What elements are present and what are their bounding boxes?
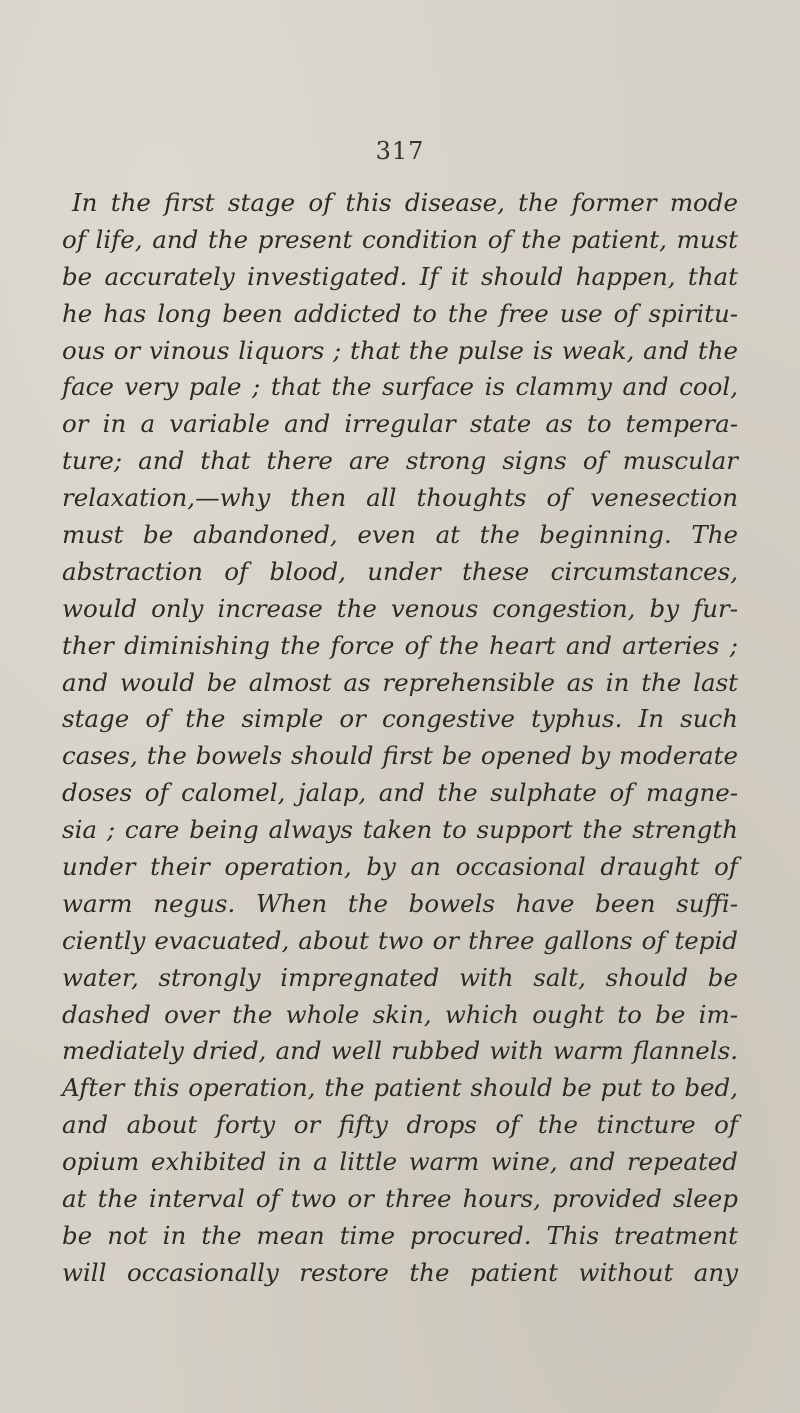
text-line: sia ; care being always taken to support the strength bbox=[62, 815, 738, 845]
text-line: and would be almost as reprehensible as in the last bbox=[62, 667, 738, 697]
text-line: will occasionally restore the patient without any bbox=[62, 1257, 738, 1287]
text-line: must be abandoned, even at the beginning. The bbox=[62, 520, 738, 550]
text-line: abstraction of blood, under these circumstances, bbox=[62, 556, 738, 586]
text-line: be not in the mean time procured. This treatment bbox=[62, 1220, 738, 1250]
text-line: of life, and the present condition of the patient, must bbox=[62, 224, 738, 254]
text-line: be accurately investigated. If it should happen, that bbox=[62, 261, 738, 291]
page-number: 317 bbox=[375, 137, 425, 165]
text-line: warm negus. When the bowels have been suffi- bbox=[62, 888, 738, 918]
text-line: dashed over the whole skin, which ought to be im- bbox=[62, 999, 738, 1029]
text-line: at the interval of two or three hours, provided sleep bbox=[62, 1184, 738, 1214]
text-line: After this operation, the patient should be put to bed, bbox=[62, 1073, 738, 1103]
text-line: In the first stage of this disease, the former mode bbox=[72, 188, 738, 217]
body-paragraph bbox=[62, 185, 738, 1292]
text-line: ture; and that there are strong signs of muscular bbox=[62, 446, 738, 476]
text-line: doses of calomel, jalap, and the sulphate of magne- bbox=[62, 778, 738, 808]
text-line: face very pale ; that the surface is clammy and cool, bbox=[62, 372, 738, 402]
text-line: relaxation,—why then all thoughts of venesection bbox=[62, 483, 738, 513]
text-line: mediately dried, and well rubbed with warm flannels. bbox=[62, 1036, 738, 1066]
text-line: and about forty or fifty drops of the tincture of bbox=[62, 1110, 738, 1140]
text-line: stage of the simple or congestive typhus. In such bbox=[62, 704, 738, 734]
text-line: or in a variable and irregular state as to tempera- bbox=[62, 409, 738, 439]
text-line: he has long been addicted to the free use of spiritu- bbox=[62, 298, 738, 328]
text-line: ous or vinous liquors ; that the pulse is weak, and the bbox=[62, 335, 738, 365]
text-line: ther diminishing the force of the heart and arteries ; bbox=[62, 630, 738, 660]
text-line: cases, the bowels should first be opened by moderate bbox=[62, 741, 738, 771]
text-line: water, strongly impregnated with salt, should be bbox=[62, 962, 738, 992]
text-line: under their operation, by an occasional draught of bbox=[62, 852, 738, 882]
text-line: ciently evacuated, about two or three gallons of tepid bbox=[62, 925, 738, 955]
text-line: opium exhibited in a little warm wine, and repeated bbox=[62, 1147, 738, 1177]
text-line: would only increase the venous congestion, by fur- bbox=[62, 593, 738, 623]
